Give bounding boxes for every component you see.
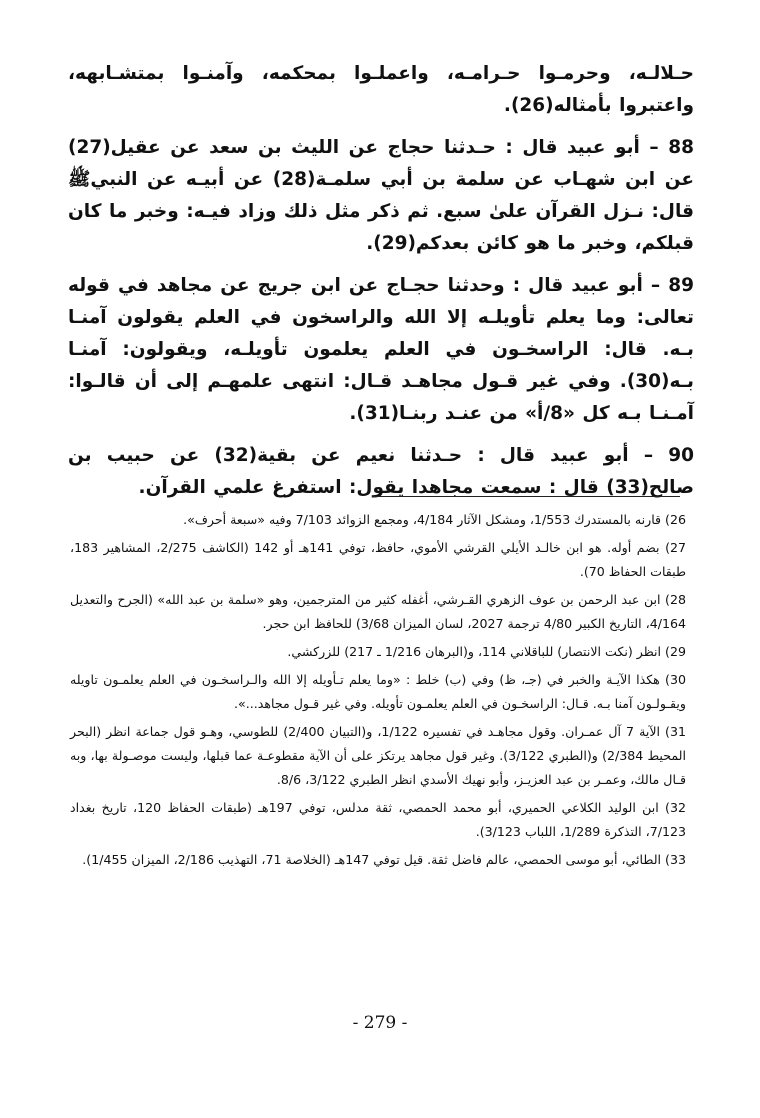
paragraph-90: 90 – أبو عبيد قال : حـدثنا نعيم عن بقية(32) عن حبيب بن صالح(33) قال : سمعت مجاهدا يقول: استفرغ علمي القرآن. — [68, 445, 694, 498]
footnote-28: 28) ابن عبد الرحمن بن عوف الزهري القـرشي، أغفله كثير من المترجمين، وهو «سلمة بن عبد الله» (الجرح والتعديل 4/164، التاريخ الكبير 4/80 ترجمة 2027، لسان الميزان 3/68) للحافظ ابن حجر. — [70, 592, 686, 631]
footnote-30: 30) هكذا الآيـة والخبر في (جـ، ظ) وفي (ب) خلط : «وما يعلم تـأويله إلا الله والـراسخـون في العلم يعلمـون تاويله ويقـولـون آمنا بـه. قـال: الراسخـون في العلم يعلمـون تأويله. وفي غير قـول مجاهد...». — [70, 672, 686, 711]
paragraph-88: 88 – أبو عبيد قال : حـدثنا حجاج عن الليث بن سعد عن عقيل(27) عن ابن شهـاب عن سلمة بن أبي سلمـة(28) عن أبيـه عن النبيﷺ قال: نـزل القرآن علىٰ سبع. ثم ذكر مثل ذلك وزاد فيـه: وخبر ما كان قبلكم، وخبر ما هو كائن بعدكم(29). — [68, 137, 694, 254]
footnote-29: 29) انظر (نكت الانتصار) للباقلاني 114، و(البرهان 1/216 ـ 217) للزركشي. — [287, 644, 686, 659]
footnote-26: 26) قارنه بالمستدرك 1/553، ومشكل الآثار 4/184، ومجمع الزوائد 7/103 وفيه «سبعة أحرف». — [183, 512, 686, 527]
footnote-31: 31) الآية 7 آل عمـران. وقول مجاهـد في تفسيره 1/122، و(التبيان 2/400) للطوسي، وهـو قول جماعة انظر (البحر المحيط 2/384) و(الطبري 3/122). وغير قول مجاهد يرتكز على أن الآية مقطوعـة عما قبلها، وليست موصـولة بها، وبه قـال مالك، وعمـر بن عبد العزيـز، وأبو نهيك الأسدي انظر الطبري 3/122، 8/6. — [70, 724, 686, 787]
main-text — [68, 58, 694, 514]
paragraph-1: حـلالـه، وحرمـوا حـرامـه، واعملـوا بمحكمه، وآمنـوا بمتشـابهه، واعتبروا بأمثاله(26). — [68, 63, 694, 116]
footnote-32: 32) ابن الوليد الكلاعي الحميري، أبو محمد الحمصي، ثقة مدلس، توفي 197هـ (طبقات الحفاظ 120، تاريخ بغداد 7/123، التذكرة 1/289، اللباب 3/123). — [70, 800, 687, 839]
paragraph-89: 89 – أبو عبيد قال : وحدثنا حجـاج عن ابن جريج عن مجاهد في قوله تعالى: وما يعلم تأويلـه إلا الله والراسخون في العلم يقولون آمنـا بـه. قال: الراسخـون في العلم يعلمون تأويلـه، ويقولون: آمنـا بـه(30). وفي غير قـول مجاهـد قـال: انتهى علمهـم إلى أن قالـوا: آمـنـا بـه كل «8/أ» من عنـد ربنـا(31). — [68, 275, 694, 424]
footnote-divider — [372, 496, 680, 497]
footnote-27: 27) بضم أوله. هو ابن خالـد الأيلي القرشي الأموي، حافظ، توفي 141هـ أو 142 (الكاشف 2/275، المشاهير 183، طبقات الحفاظ 70). — [70, 540, 687, 579]
footnotes — [70, 508, 686, 876]
footnote-33: 33) الطائي، أبو موسى الحمصي، عالم فاضل ثقة. قيل توفي 147هـ (الخلاصة 71، التهذيب 2/186، الميزان 1/455). — [82, 852, 686, 867]
page-number: - 279 - — [352, 1013, 408, 1033]
